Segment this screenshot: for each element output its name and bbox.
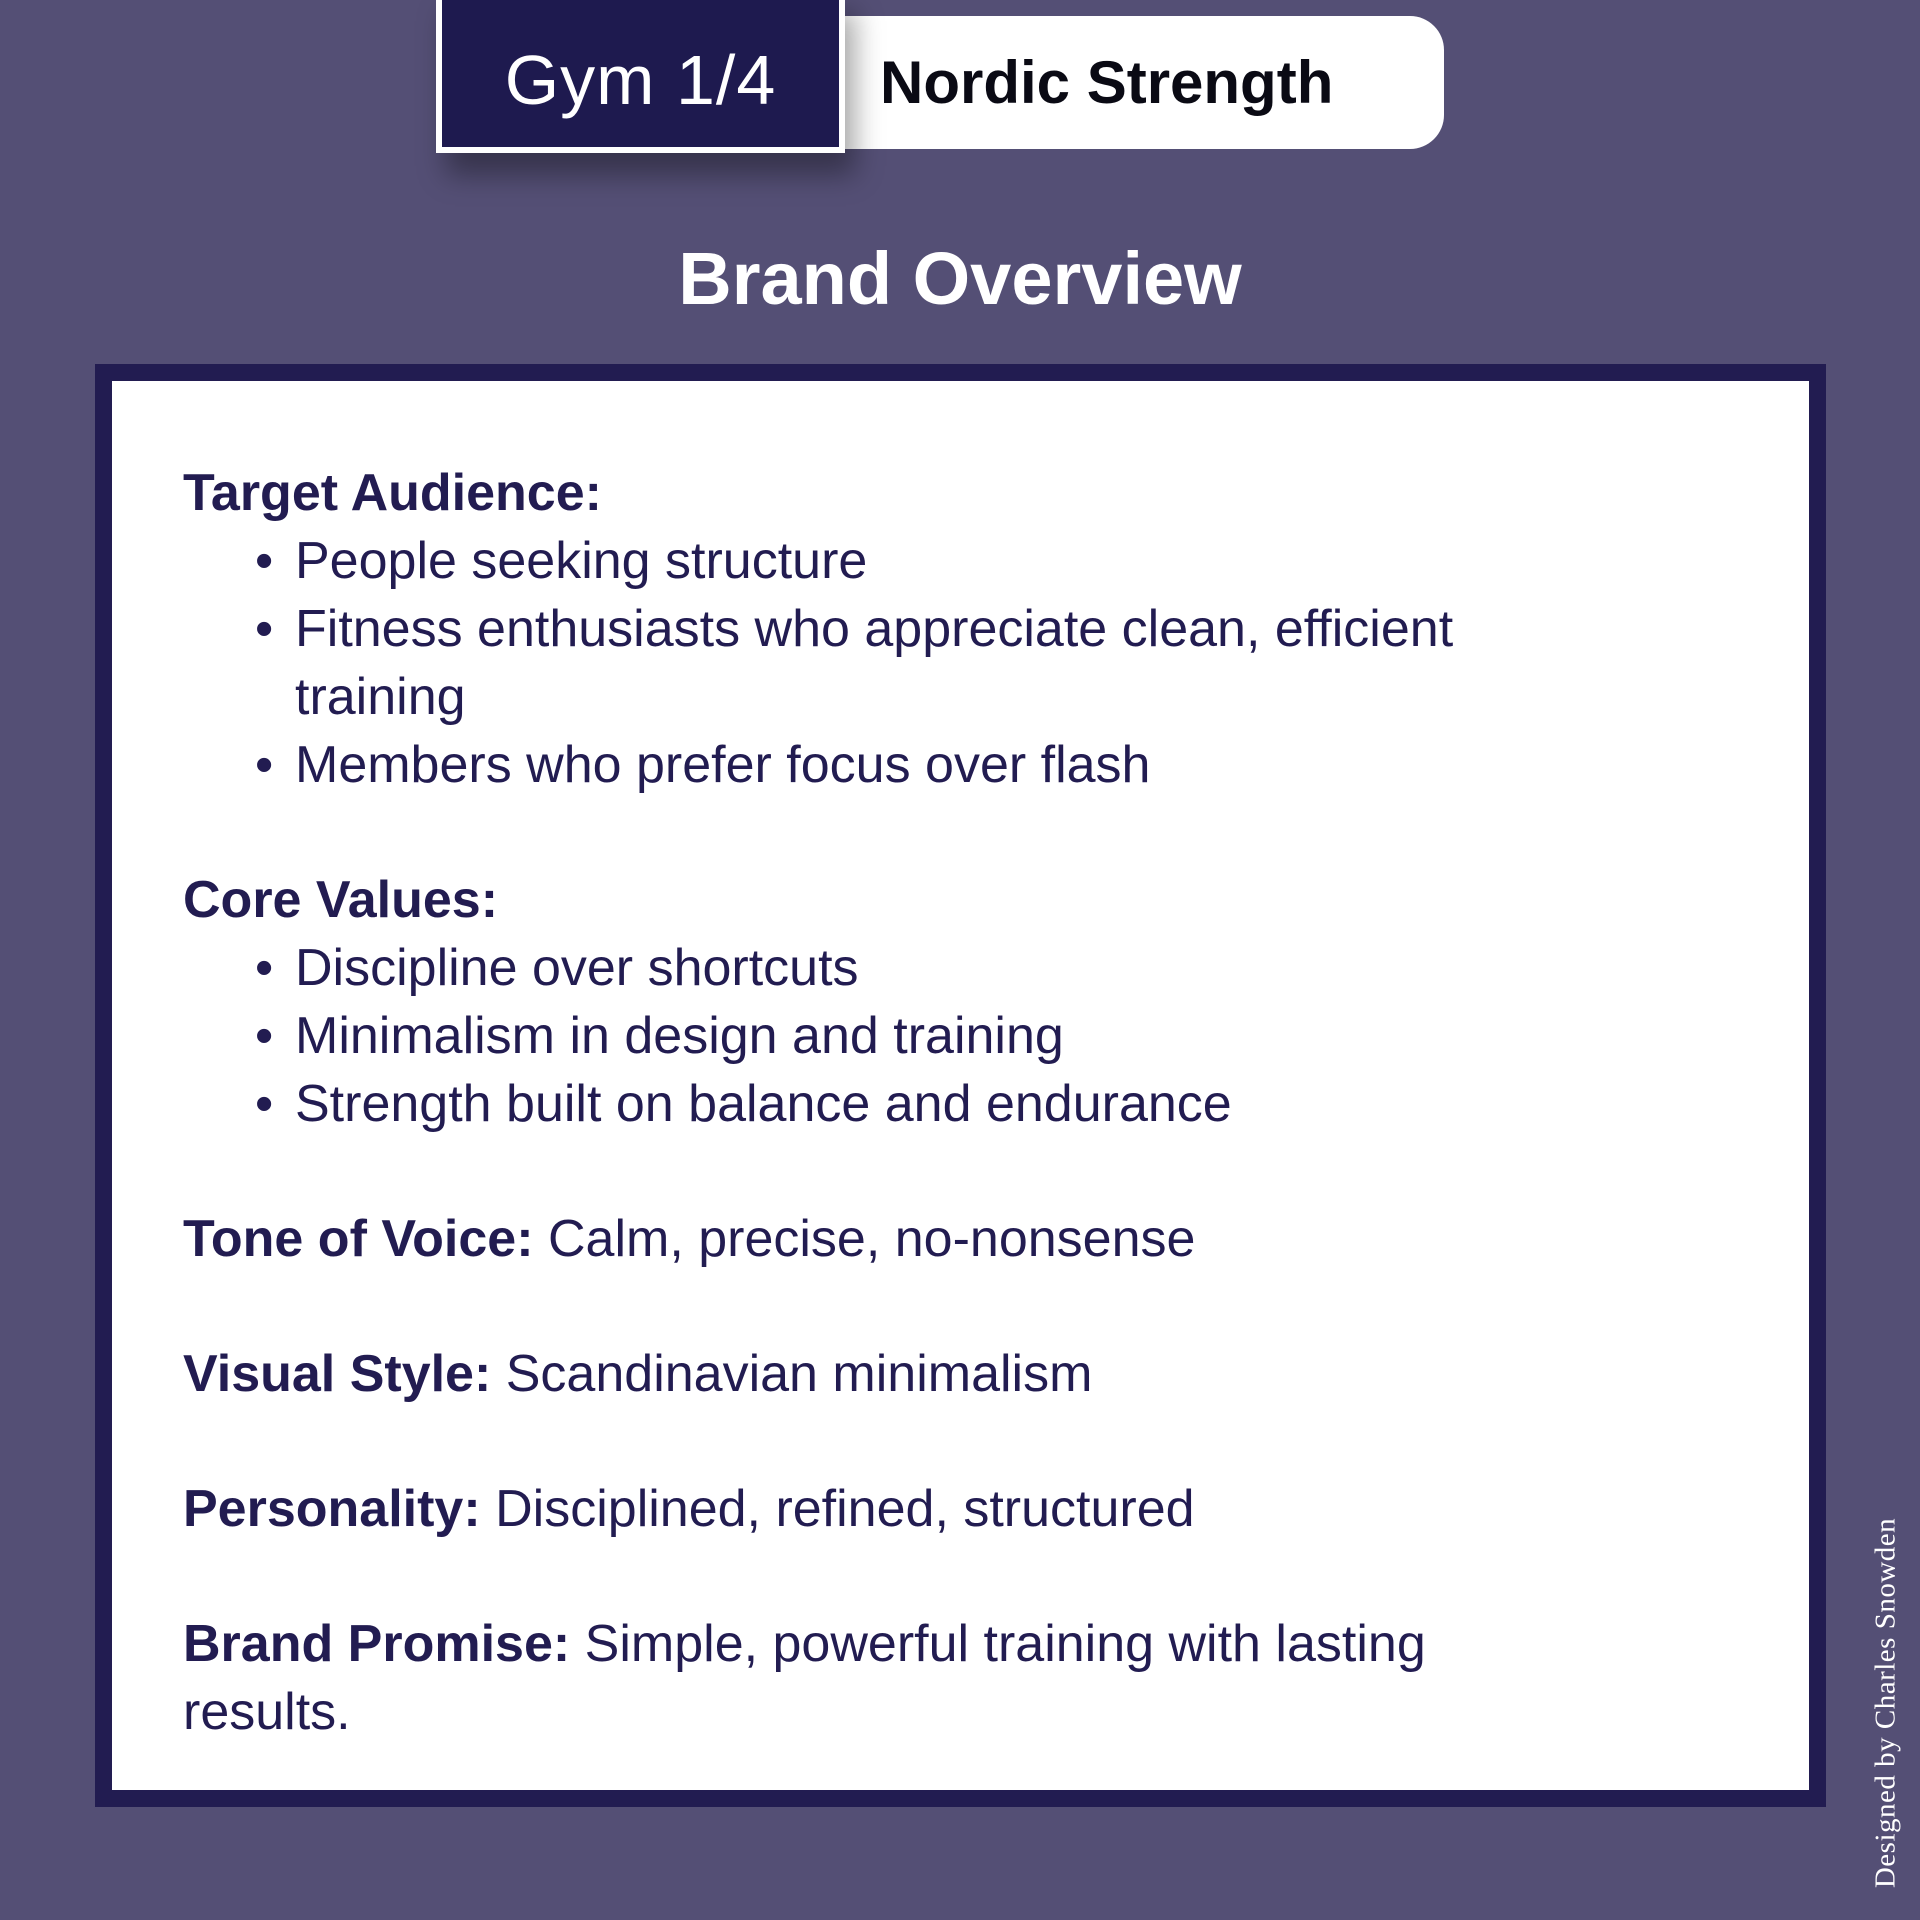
- list-item: • Discipline over shortcuts: [183, 934, 1475, 1002]
- section-title: Brand Overview: [678, 237, 1242, 320]
- gym-badge-label: Gym 1/4: [504, 40, 777, 119]
- core-values-list: [183, 934, 1809, 1138]
- list-item: • Fitness enthusiasts who appreciate clean, efficient training: [183, 595, 1475, 731]
- tone-of-voice-value: Calm, precise, no-nonsense: [547, 1210, 1196, 1268]
- list-item: • Minimalism in design and training: [183, 1002, 1475, 1070]
- tone-of-voice-row: [183, 1205, 1809, 1273]
- brand-name-tab: [830, 16, 1444, 149]
- visual-style-value: Scandinavian minimalism: [505, 1345, 1093, 1403]
- brand-name-label: Nordic Strength: [880, 49, 1334, 116]
- visual-style-label: Visual Style:: [183, 1345, 492, 1403]
- visual-style-row: [183, 1340, 1809, 1408]
- brand-promise-label: Brand Promise:: [183, 1615, 571, 1673]
- personality-label: Personality:: [183, 1480, 481, 1538]
- gym-badge: [436, 0, 845, 153]
- target-audience-list: [183, 527, 1809, 799]
- brand-overview-card: [95, 364, 1826, 1807]
- core-values-heading: Core Values:: [183, 871, 499, 929]
- personality-row: [183, 1475, 1809, 1543]
- personality-value: Disciplined, refined, structured: [495, 1480, 1195, 1538]
- brand-promise-row: [183, 1610, 1503, 1746]
- list-item: • Strength built on balance and endurance: [183, 1070, 1475, 1138]
- tone-of-voice-label: Tone of Voice:: [183, 1210, 534, 1268]
- designer-credit: Designed by Charles Snowden: [1869, 1517, 1902, 1889]
- target-audience-heading: Target Audience:: [183, 464, 602, 522]
- list-item: • People seeking structure: [183, 527, 1475, 595]
- brand-promise-value: Simple, powerful training with lasting results.: [183, 1615, 1426, 1741]
- list-item: • Members who prefer focus over flash: [183, 731, 1475, 799]
